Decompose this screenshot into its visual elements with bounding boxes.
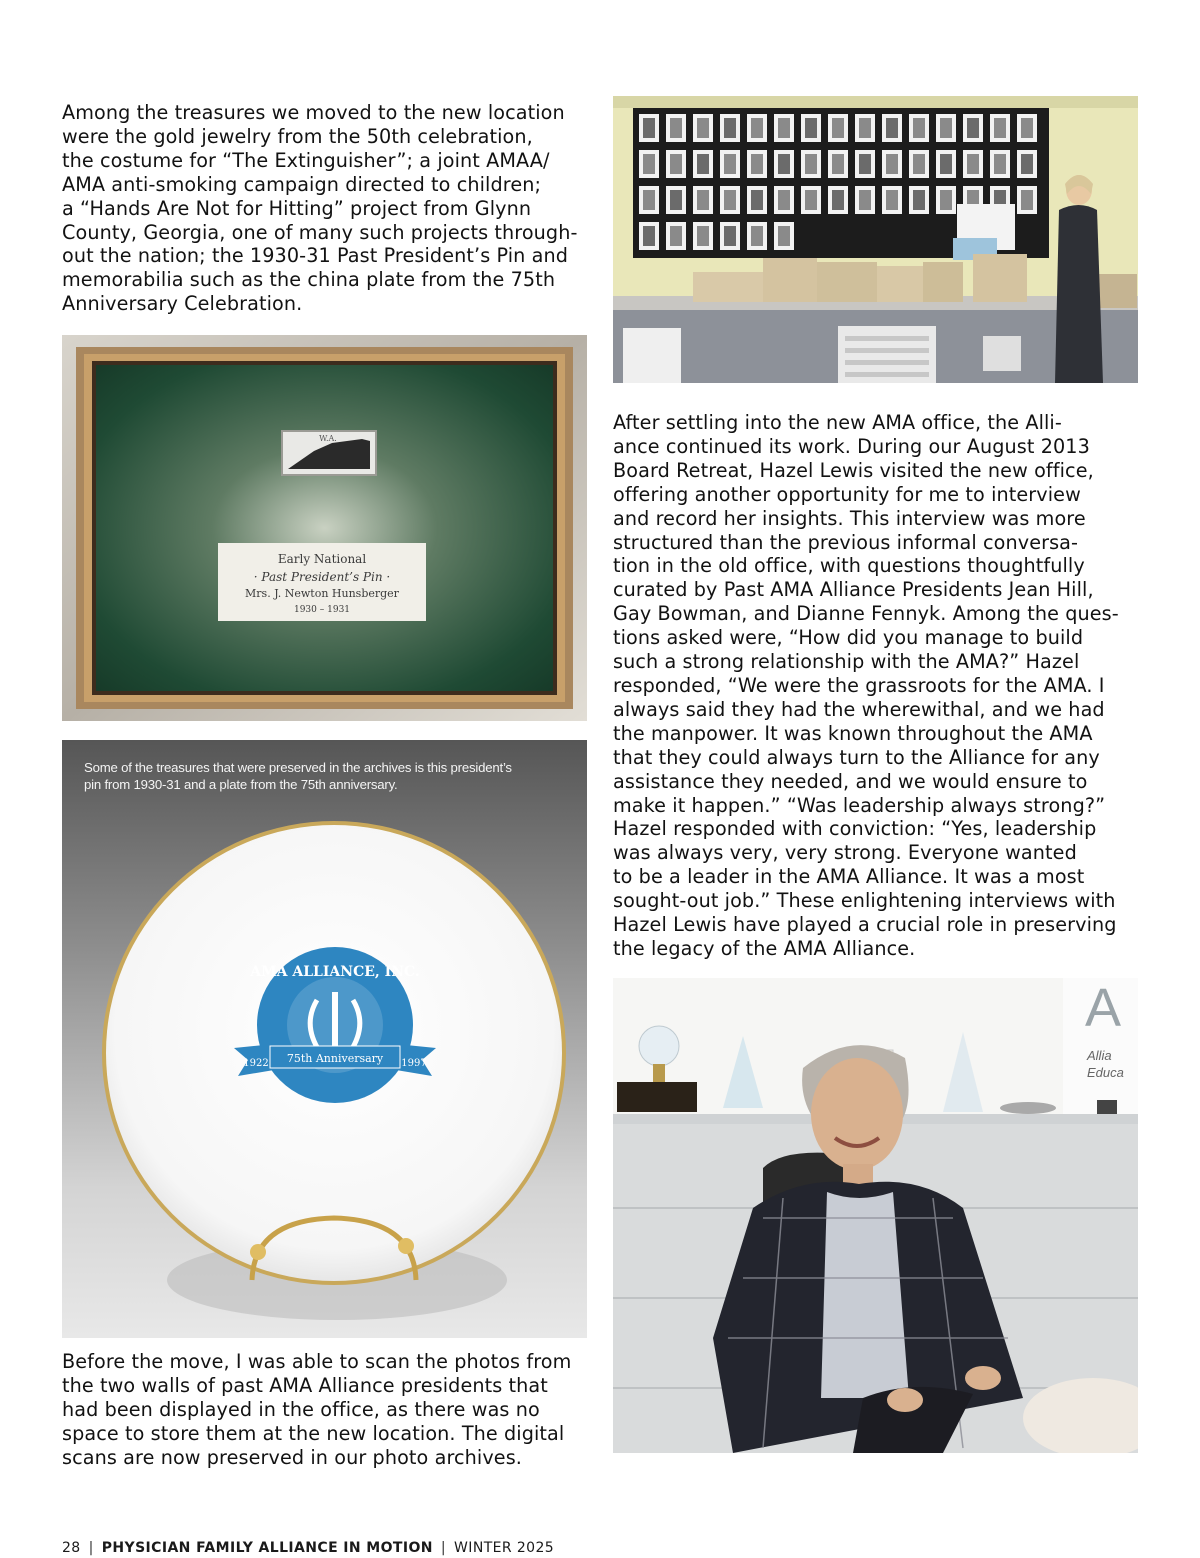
portrait-photo: [778, 226, 790, 246]
text-line: that they could always turn to the Alliance for any: [613, 745, 1100, 769]
portrait-photo: [1021, 154, 1033, 174]
ribbon-center-text: 75th Anniversary: [286, 1052, 384, 1065]
portrait-photo: [724, 118, 736, 138]
text-line: structured than the previous informal conversa-: [613, 530, 1079, 554]
portrait-photo: [886, 118, 898, 138]
text-line: tion in the old office, with questions thoughtfully: [613, 554, 1085, 578]
move-paragraph: [62, 1350, 571, 1470]
portrait-photo: [1021, 190, 1033, 210]
text-line: such a strong relationship with the AMA?” Hazel: [613, 650, 1080, 674]
portrait-photo: [724, 190, 736, 210]
portrait-photo: [805, 154, 817, 174]
hazel-lewis-photo: [613, 978, 1138, 1453]
portrait-photo: [832, 118, 844, 138]
text-line: had been displayed in the office, as there was no: [62, 1397, 540, 1421]
portrait-photo: [967, 118, 979, 138]
text-line: Gay Bowman, and Dianne Fennyk. Among the ques-: [613, 602, 1119, 626]
photo-caption: [84, 760, 512, 793]
portrait-photo: [643, 226, 655, 246]
pin-label-line: 1930 – 1931: [293, 605, 351, 615]
text-line: out the nation; the 1930-31 Past President’s Pin and: [62, 244, 569, 268]
text-line: Some of the treasures that were preserved in the archives is this president’s: [84, 760, 512, 775]
portrait-photo: [886, 154, 898, 174]
portrait-photo: [913, 118, 925, 138]
portrait-photo: [994, 154, 1006, 174]
footer-separator: |: [440, 1540, 447, 1556]
text-line: Before the move, I was able to scan the photos from: [62, 1350, 572, 1373]
portrait-photo: [670, 154, 682, 174]
text-line: County, Georgia, one of many such projects through-: [62, 220, 578, 244]
text-line: the two walls of past AMA Alliance presidents that: [62, 1373, 548, 1397]
portrait-photo: [751, 154, 763, 174]
portrait-photo: [697, 154, 709, 174]
framed-pin-photo: [62, 335, 587, 721]
intro-paragraph: [62, 101, 578, 316]
publication-name: PHYSICIAN FAMILY ALLIANCE IN MOTION: [101, 1540, 433, 1556]
portrait-photo: [913, 190, 925, 210]
text-line: to be a leader in the AMA Alliance. It was a most: [613, 865, 1085, 889]
wall-sign-letter: A: [1085, 978, 1122, 1038]
portrait-photo: [697, 118, 709, 138]
portrait-photo: [697, 190, 709, 210]
portrait-photo: [751, 190, 763, 210]
text-line: curated by Past AMA Alliance Presidents Jean Hill,: [613, 578, 1094, 602]
portrait-photo: [751, 226, 763, 246]
text-line: offering another opportunity for me to interview: [613, 482, 1081, 506]
portrait-photo: [940, 118, 952, 138]
portrait-photo: [805, 118, 817, 138]
pin-text: W.A.: [319, 434, 337, 443]
text-line: pin from 1930-31 and a plate from the 75th anniversary.: [84, 776, 398, 792]
footer-separator: |: [88, 1540, 94, 1556]
text-line: memorabilia such as the china plate from the 75th: [62, 268, 556, 292]
text-line: scans are now preserved in our photo archives.: [62, 1445, 523, 1469]
text-line: Hazel Lewis have played a crucial role in preserving: [613, 913, 1117, 937]
portrait-photo: [670, 226, 682, 246]
pin-label-card: [218, 543, 426, 621]
portrait-photo: [778, 154, 790, 174]
portrait-photo: [778, 118, 790, 138]
plate-photo: [62, 740, 587, 1338]
pin-label-line: Early National: [277, 552, 367, 566]
text-line: After settling into the new AMA office, the Alli-: [613, 411, 1062, 434]
office-paragraph: [613, 411, 1119, 961]
presidents-wall-photo: [613, 96, 1138, 383]
text-line: the legacy of the AMA Alliance.: [613, 936, 916, 960]
text-line: Anniversary Celebration.: [62, 292, 303, 316]
portrait-photo: [643, 154, 655, 174]
wall-sign-text: Allia: [1087, 1048, 1112, 1063]
issue-label: WINTER 2025: [454, 1540, 555, 1556]
text-line: assistance they needed, and we would ensure to: [613, 769, 1088, 793]
text-line: were the gold jewelry from the 50th celebration,: [62, 124, 533, 148]
portrait-photo: [643, 190, 655, 210]
text-line: make it happen.” “Was leadership always strong?”: [613, 793, 1106, 817]
portrait-photo: [940, 154, 952, 174]
portrait-photo: [643, 118, 655, 138]
portrait-photo: [670, 118, 682, 138]
text-line: sought-out job.” These enlightening interviews with: [613, 889, 1116, 913]
text-line: and record her insights. This interview was more: [613, 506, 1086, 530]
text-line: ance continued its work. During our August 2013: [613, 434, 1090, 458]
pin-icon: [282, 431, 376, 475]
portrait-photo: [859, 118, 871, 138]
portrait-photo: [994, 118, 1006, 138]
emblem-arc-text: AMA ALLIANCE, INC.: [250, 964, 420, 980]
portrait-photo: [859, 154, 871, 174]
text-line: a “Hands Are Not for Hitting” project from Glynn: [62, 196, 532, 220]
portrait-photo: [832, 190, 844, 210]
pin-label-line: · Past President’s Pin ·: [253, 570, 391, 584]
text-line: the costume for “The Extinguisher”; a joint AMAA/: [62, 148, 550, 172]
portrait-photo: [859, 190, 871, 210]
portrait-photo: [778, 190, 790, 210]
text-line: AMA anti-smoking campaign directed to children;: [62, 172, 542, 196]
text-line: was always very, very strong. Everyone wanted: [613, 841, 1077, 865]
pin-label-line: Mrs. J. Newton Hunsberger: [245, 587, 399, 600]
portrait-photo: [724, 226, 736, 246]
portrait-photo: [697, 226, 709, 246]
portrait-photo: [1021, 118, 1033, 138]
portrait-photo: [940, 190, 952, 210]
text-line: space to store them at the new location. The digital: [62, 1421, 565, 1445]
portrait-photo: [886, 190, 898, 210]
portrait-photo: [670, 190, 682, 210]
wall-sign-text: Educa: [1087, 1065, 1124, 1080]
text-line: responded, “We were the grassroots for the AMA. I: [613, 673, 1105, 697]
text-line: Hazel responded with conviction: “Yes, leadership: [613, 817, 1097, 841]
page-footer: [62, 1540, 554, 1556]
page-number: 28: [62, 1540, 81, 1556]
text-line: always said they had the wherewithal, and we had: [613, 697, 1105, 721]
ribbon-right-year: 1997: [401, 1058, 427, 1069]
text-line: Board Retreat, Hazel Lewis visited the new office,: [613, 458, 1094, 482]
portrait-photo: [751, 118, 763, 138]
portrait-photo: [832, 154, 844, 174]
text-line: Among the treasures we moved to the new location: [62, 101, 565, 124]
portrait-photo: [967, 154, 979, 174]
portrait-photo: [913, 154, 925, 174]
portrait-photo: [805, 190, 817, 210]
text-line: tions asked were, “How did you manage to build: [613, 626, 1084, 650]
portrait-photo: [724, 154, 736, 174]
text-line: the manpower. It was known throughout the AMA: [613, 721, 1093, 745]
ribbon-left-year: 1922: [243, 1058, 269, 1069]
